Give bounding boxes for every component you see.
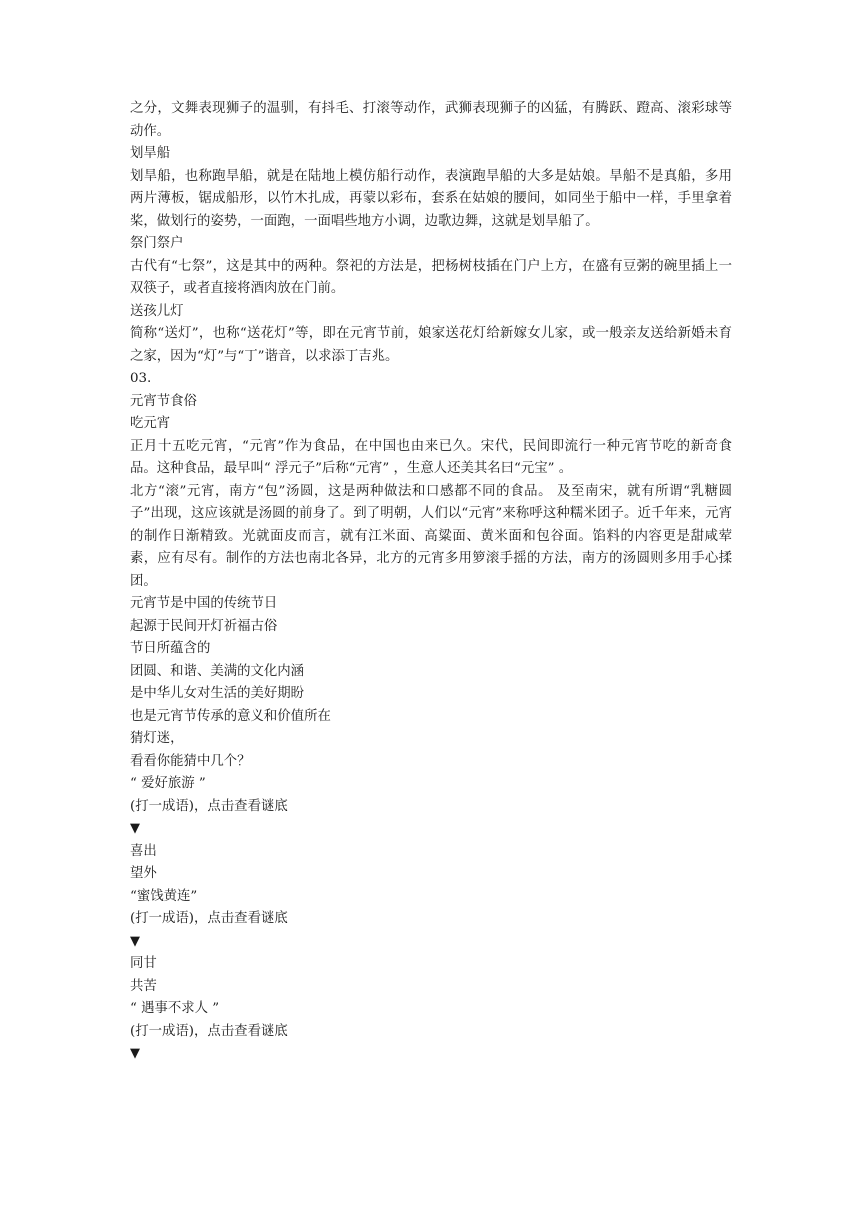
verse-line: 也是元宵节传承的意义和价值所在 [130, 708, 331, 724]
document-page [130, 98, 732, 1066]
dragon-boat-paragraph: 划旱船，也称跑旱船，就是在陆地上模仿船行动作，表演跑旱船的大多是姑娘。旱船不是真船，多用两片薄板，锯成船形，以竹木扎成，再蒙以彩布，套系在姑娘的腰间，如同坐于船中一样，手里拿着桨，做划行的姿势，一面跑，一面唱些地方小调，边歌边舞，这就是划旱船了。 [130, 168, 732, 229]
riddle-1-hint-link[interactable]: (打一成语)，点击查看谜底 [130, 798, 288, 814]
riddle-1-answer-line-1: 喜出 [130, 843, 157, 859]
riddle-3-hint-link[interactable]: (打一成语)，点击查看谜底 [130, 1023, 288, 1039]
verse-line: 看看你能猜中几个？ [130, 753, 251, 769]
heading-eat-yuanxiao: 吃元宵 [130, 416, 171, 431]
heading-door-ritual: 祭门祭户 [130, 236, 184, 251]
riddle-3-expand-arrow-icon[interactable]: ▼ [130, 1046, 140, 1061]
riddle-3-question: “ 遇事不求人 ” [130, 1001, 220, 1016]
section-number: 03. [130, 371, 152, 386]
verse-line: 是中华儿女对生活的美好期盼 [130, 686, 305, 701]
riddle-2-question: “蜜饯黄连” [130, 888, 198, 904]
door-ritual-paragraph: 古代有“七祭”，这是其中的两种。祭祀的方法是，把杨树枝插在门户上方，在盛有豆粥的碗里插上一双筷子，或者直接将酒肉放在门前。 [130, 258, 732, 296]
verse-line: 猜灯迷， [130, 731, 184, 746]
verse-line: 起源于民间开灯祈福古俗 [130, 618, 278, 634]
riddle-1-question: “ 爱好旅游 ” [130, 776, 206, 791]
riddle-2-expand-arrow-icon[interactable]: ▼ [130, 933, 140, 949]
eat-yuanxiao-paragraph-2: 北方“滚”元宵，南方“包”汤圆，这是两种做法和口感都不同的食品。 及至南宋，就有所谓“乳糖圆子”出现，这应该就是汤圆的前身了。到了明朝，人们以“元宵”来称呼这种糯米团子。近千年来，元宵的制作日渐精致。光就面皮而言，就有江米面、高粱面、黄米面和包谷面。馅料的内容更是甜咸荤素，应有尽有。制作的方法也南北各异，北方的元宵多用箩滚手摇的方法，南方的汤圆则多用手心揉团。 [130, 483, 732, 589]
send-lantern-paragraph: 简称“送灯”，也称“送花灯”等，即在元宵节前，娘家送花灯给新嫁女儿家，或一般亲友送给新婚未育之家，因为“灯”与“丁”谐音，以求添丁吉兆。 [130, 326, 732, 364]
heading-food-customs: 元宵节食俗 [130, 393, 197, 409]
riddle-2-hint-link[interactable]: (打一成语)，点击查看谜底 [130, 911, 288, 926]
heading-send-lantern: 送孩儿灯 [130, 303, 184, 319]
eat-yuanxiao-paragraph-1: 正月十五吃元宵，“元宵”作为食品，在中国也由来已久。宋代，民间即流行一种元宵节吃的新奇食品。这种食品，最早叫“ 浮元子”后称“元宵” ，生意人还美其名曰“元宝” 。 [130, 438, 732, 476]
heading-dragon-boat: 划旱船 [130, 146, 171, 161]
riddle-2-answer-line-1: 同甘 [130, 956, 157, 971]
riddle-1-answer-line-2: 望外 [130, 866, 157, 881]
riddle-2-answer-line-2: 共苦 [130, 978, 157, 994]
riddle-1-expand-arrow-icon[interactable]: ▼ [130, 821, 140, 836]
lion-dance-paragraph: 之分，文舞表现狮子的温驯，有抖毛、打滚等动作，武狮表现狮子的凶猛，有腾跃、蹬高、滚彩球等动作。 [130, 101, 732, 139]
verse-line: 节日所蕴含的 [130, 641, 211, 656]
verse-line: 元宵节是中国的传统节日 [130, 596, 278, 611]
verse-line: 团圆、和谐、美满的文化内涵 [130, 663, 305, 679]
